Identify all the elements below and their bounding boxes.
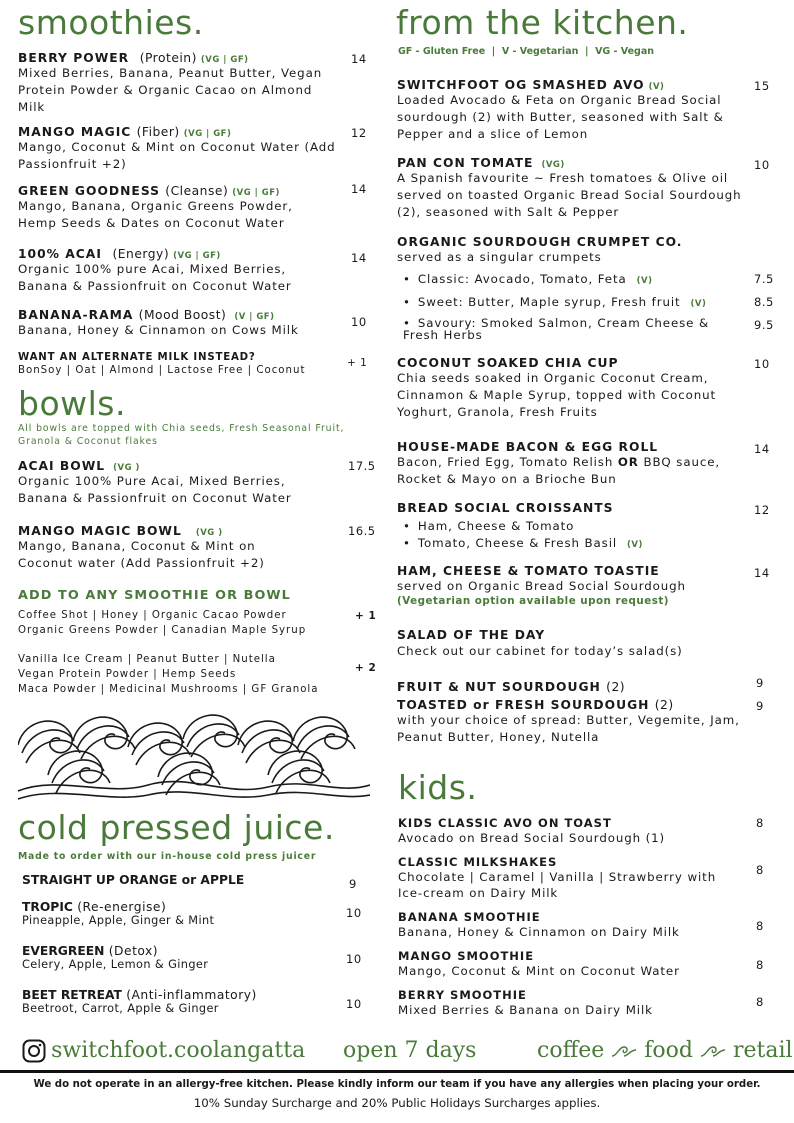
tagline — [537, 1038, 793, 1063]
item-price: 8 — [756, 958, 764, 972]
item-name: BERRY SMOOTHIE — [398, 988, 527, 1002]
croissant-option: • Ham, Cheese & Tomato — [403, 518, 574, 535]
item-name-text: FRUIT & NUT SOURDOUGH — [397, 680, 601, 694]
wave-icon — [700, 1044, 726, 1058]
tagline-coffee: coffee — [537, 1038, 605, 1063]
menu-item — [22, 944, 208, 971]
item-price: 16.5 — [348, 524, 376, 538]
item-sub: (Re-energise) — [77, 900, 167, 914]
surcharge-notice: 10% Sunday Surcharge and 20% Public Holidays Surcharges applies. — [193, 1096, 601, 1110]
item-desc: Pineapple, Apple, Ginger & Mint — [22, 914, 215, 927]
item-price: 8 — [756, 816, 764, 830]
tagline-retail: retail — [732, 1038, 793, 1063]
menu-item — [22, 900, 214, 927]
item-price: 15 — [754, 79, 770, 93]
item-name: PAN CON TOMATE — [397, 156, 534, 170]
diet-tag: (VG | GF) — [183, 129, 232, 139]
item-name: HOUSE-MADE BACON & EGG ROLL — [397, 440, 659, 454]
alt-milk-options: BonSoy | Oat | Almond | Lactose Free | Coconut — [18, 365, 306, 376]
item-name: SALAD OF THE DAY — [397, 628, 546, 642]
item-sub: (Anti-inflammatory) — [126, 988, 257, 1002]
menu-item — [397, 356, 742, 421]
item-price: 8.5 — [754, 295, 774, 309]
bowls-title: bowls. — [18, 384, 126, 423]
item-desc: Mango, Coconut & Mint on Coconut Water (Add Passionfruit +2) — [18, 140, 336, 171]
opening-hours: open 7 days — [343, 1038, 477, 1063]
crumpet-option — [403, 294, 706, 313]
smoothies-title: smoothies. — [18, 3, 204, 42]
addons-line: Coffee Shot | Honey | Organic Cacao Powder — [18, 610, 287, 621]
allergy-notice: We do not operate in an allergy-free kitchen. Please kindly inform our team if you have any allergies when placing your order. — [33, 1079, 761, 1090]
item-name: MANGO SMOOTHIE — [398, 949, 535, 963]
item-price: 14 — [351, 182, 367, 196]
item-desc: BBQ sauce, Rocket & Mayo on a Brioche Bun — [397, 455, 721, 486]
addons-price-1: + 1 — [355, 610, 377, 622]
toastie-note: (Vegetarian option available upon request) — [397, 595, 669, 607]
wave-icon — [611, 1044, 637, 1058]
item-name: 100% ACAI — [18, 247, 102, 261]
crumpet-option — [403, 317, 733, 341]
item-name: ACAI BOWL — [18, 459, 106, 473]
or-label: OR — [617, 455, 639, 469]
item-desc: served on Organic Bread Social Sourdough — [397, 579, 686, 593]
addons-price-2: + 2 — [355, 662, 377, 674]
item-desc: Organic 100% pure Acai, Mixed Berries, Banana & Passionfruit on Coconut Water — [18, 262, 292, 293]
alt-milk — [18, 352, 305, 378]
option-text: Tomato, Cheese & Fresh Basil — [417, 536, 618, 550]
addons-line: Vegan Protein Powder | Hemp Seeds — [18, 669, 237, 680]
item-name — [397, 680, 625, 694]
diet-tag: (VG | GF) — [200, 55, 249, 65]
item-price: 7.5 — [754, 272, 774, 286]
item-desc: A Spanish favourite ~ Fresh tomatoes & Olive oil served on toasted Organic Bread Social Sourdough (2), seasoned with Salt & Pepper — [397, 171, 742, 219]
item-desc: Loaded Avocado & Feta on Organic Bread Social sourdough (2) with Butter, seasoned with Salt & Pepper and a slice of Lemon — [397, 93, 724, 141]
item-desc: Avocado on Bread Social Sourdough (1) — [398, 831, 666, 845]
menu-item — [18, 459, 358, 507]
item-price: 10 — [346, 952, 362, 966]
menu-item — [397, 156, 742, 221]
diet-tag: (VG) — [541, 160, 565, 170]
menu-item — [398, 949, 680, 979]
croissant-option — [403, 535, 643, 554]
menu-item — [18, 184, 358, 232]
menu-item — [398, 988, 653, 1018]
menu-item — [18, 125, 358, 173]
item-name: TOASTED or FRESH SOURDOUGH — [397, 698, 650, 712]
item-sub: (Detox) — [108, 944, 159, 958]
item-name: CLASSIC MILKSHAKES — [398, 855, 558, 869]
juice-note: Made to order with our in-house cold press juicer — [18, 851, 317, 862]
item-name: GREEN GOODNESS — [18, 184, 160, 198]
menu-item — [397, 78, 742, 143]
item-name: SWITCHFOOT OG SMASHED AVO — [397, 78, 645, 92]
item-sub: (Fiber) — [136, 125, 180, 139]
item-name: BANANA-RAMA — [18, 308, 134, 322]
item-price: 14 — [351, 52, 367, 66]
kitchen-title: from the kitchen. — [396, 3, 689, 42]
menu-item — [18, 247, 358, 295]
item-sub: (Cleanse) — [165, 184, 229, 198]
item-desc: Bacon, Fried Egg, Tomato Relish — [397, 455, 618, 469]
instagram-icon — [22, 1039, 46, 1063]
item-price: 9.5 — [754, 318, 774, 332]
menu-item — [398, 910, 680, 940]
item-desc: Chia seeds soaked in Organic Coconut Cream, Cinnamon & Maple Syrup, topped with Coconut Yoghurt, Granola, Fresh Fruits — [397, 371, 717, 419]
menu-item — [398, 816, 665, 846]
item-price: 12 — [351, 126, 367, 140]
juice-item-name: EVERGREEN — [22, 944, 105, 958]
item-price: 10 — [754, 357, 770, 371]
menu-item — [397, 564, 757, 607]
diet-tag: (V) — [636, 276, 653, 286]
kids-title: kids. — [398, 768, 478, 807]
addons-group-1 — [18, 608, 306, 638]
option-text: Classic: Avocado, Tomato, Feta — [417, 272, 627, 286]
item-name: ORGANIC SOURDOUGH CRUMPET CO. — [397, 235, 683, 249]
diet-legend: GF - Gluten Free | V - Vegetarian | VG - Vegan — [398, 46, 655, 57]
item-desc: Mango, Coconut & Mint on Coconut Water — [398, 964, 680, 978]
item-desc: Mango, Banana, Organic Greens Powder, Hemp Seeds & Dates on Coconut Water — [18, 199, 293, 230]
alt-milk-title: WANT AN ALTERNATE MILK INSTEAD? — [18, 352, 256, 363]
item-name: KIDS CLASSIC AVO ON TOAST — [398, 816, 612, 830]
crumpet-option — [403, 271, 652, 290]
item-price: 14 — [351, 251, 367, 265]
menu-item — [22, 988, 257, 1015]
juice-item-name: STRAIGHT UP ORANGE or APPLE — [22, 873, 245, 887]
item-name: COCONUT SOAKED CHIA CUP — [397, 356, 619, 370]
item-desc: served as a singular crumpets — [397, 250, 602, 264]
item-name: BANANA SMOOTHIE — [398, 910, 541, 924]
menu-item — [398, 855, 718, 901]
waves-illustration — [18, 705, 370, 803]
juice-title: cold pressed juice. — [18, 808, 335, 847]
item-price: 9 — [756, 699, 764, 713]
item-name: BREAD SOCIAL CROISSANTS — [397, 501, 614, 515]
item-desc: Check out our cabinet for today’s salad(s) — [397, 644, 683, 658]
menu-item — [18, 51, 358, 116]
instagram-handle: switchfoot.coolangatta — [51, 1038, 306, 1063]
diet-tag: (V) — [690, 299, 707, 309]
menu-item — [397, 235, 767, 266]
addons-group-2 — [18, 652, 319, 697]
diet-tag: (V | GF) — [234, 312, 275, 322]
item-price: 8 — [756, 919, 764, 933]
juice-item-name: TROPIC — [22, 900, 73, 914]
item-sub: (Mood Boost) — [138, 308, 227, 322]
menu-item — [18, 524, 358, 572]
item-price: 14 — [754, 566, 770, 580]
diet-tag: (VG | GF) — [173, 251, 221, 261]
item-sub: (2) — [654, 698, 674, 712]
juice-item-name: BEET RETREAT — [22, 988, 122, 1002]
item-name: MANGO MAGIC BOWL — [18, 524, 182, 538]
item-desc: Banana, Honey & Cinnamon on Dairy Milk — [398, 925, 680, 939]
item-price: 9 — [349, 877, 357, 891]
diet-tag: (VG ) — [195, 528, 223, 538]
item-name: BERRY POWER — [18, 51, 130, 65]
item-price: 10 — [351, 315, 367, 329]
menu-item — [397, 698, 742, 746]
item-price: 9 — [756, 676, 764, 690]
item-price: 8 — [756, 995, 764, 1009]
tagline-food: food — [644, 1038, 693, 1063]
option-text: Sweet: Butter, Maple syrup, Fresh fruit — [417, 295, 681, 309]
item-name: MANGO MAGIC — [18, 125, 132, 139]
item-desc: Mixed Berries, Banana, Peanut Butter, Vegan Protein Powder & Organic Cacao on Almond Milk — [18, 66, 323, 114]
diet-tag: (VG ) — [113, 463, 140, 473]
item-price: 17.5 — [348, 459, 376, 473]
item-desc: Chocolate | Caramel | Vanilla | Strawberry with Ice-cream on Dairy Milk — [398, 870, 717, 900]
item-price: 10 — [346, 997, 362, 1011]
item-desc: Celery, Apple, Lemon & Ginger — [22, 958, 209, 971]
option-text: Savoury: Smoked Salmon, Cream Cheese & Fresh Herbs — [403, 316, 710, 342]
diet-tag: (V) — [627, 540, 643, 550]
addons-title: ADD TO ANY SMOOTHIE OR BOWL — [18, 588, 291, 603]
item-sub: (Protein) — [139, 51, 197, 65]
item-name: HAM, CHEESE & TOMATO TOASTIE — [397, 564, 660, 578]
addons-line: Vanilla Ice Cream | Peanut Butter | Nutella — [18, 654, 276, 665]
alt-milk-price: + 1 — [347, 357, 368, 369]
item-desc: Banana, Honey & Cinnamon on Cows Milk — [18, 323, 299, 337]
item-desc: Beetroot, Carrot, Apple & Ginger — [22, 1002, 219, 1015]
item-desc: Mixed Berries & Banana on Dairy Milk — [398, 1003, 653, 1017]
item-sub: (Energy) — [112, 247, 170, 261]
item-sub: (2) — [606, 680, 626, 694]
bowls-note: All bowls are topped with Chia seeds, Fresh Seasonal Fruit, Granola & Coconut flakes — [18, 423, 345, 447]
menu-item — [397, 440, 757, 488]
diet-tag: (VG | GF) — [232, 188, 280, 198]
item-desc: Organic 100% Pure Acai, Mixed Berries, Banana & Passionfruit on Coconut Water — [18, 474, 292, 505]
item-desc: with your choice of spread: Butter, Vegemite, Jam, Peanut Butter, Honey, Nutella — [397, 713, 740, 744]
addons-line: Maca Powder | Medicinal Mushrooms | GF Granola — [18, 684, 319, 695]
instagram-link[interactable] — [22, 1038, 305, 1063]
menu-item — [18, 308, 358, 339]
addons-line: Organic Greens Powder | Canadian Maple Syrup — [18, 625, 307, 636]
diet-tag: (V) — [648, 82, 665, 92]
item-price: 10 — [346, 906, 362, 920]
item-desc: Mango, Banana, Coconut & Mint on Coconut water (Add Passionfruit +2) — [18, 539, 265, 570]
item-price: 8 — [756, 863, 764, 877]
item-price: 12 — [754, 503, 770, 517]
menu-item — [397, 628, 683, 660]
item-price: 10 — [754, 158, 770, 172]
item-price: 14 — [754, 442, 770, 456]
footer-divider — [0, 1070, 794, 1073]
